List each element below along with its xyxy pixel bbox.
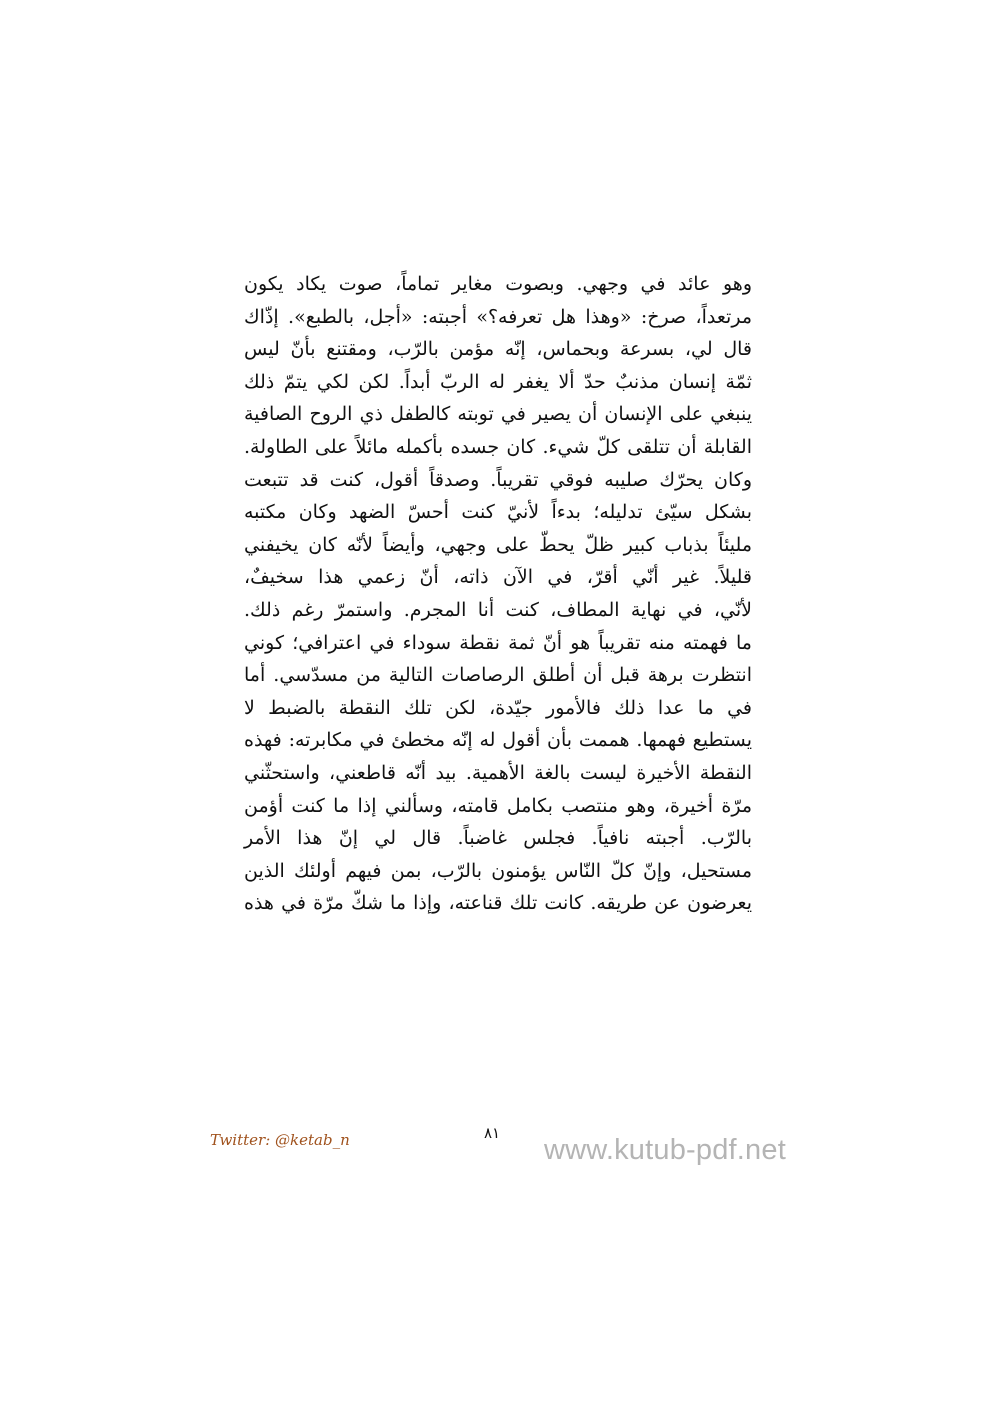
text-line: ثمّة إنسان مذنبٌ حدّ ألا يغفر له الربّ أبداً. لكن لكي يتمّ ذلك [244, 370, 752, 393]
text-line: وهو عائد في وجهي. وبصوت مغاير تماماً، صوت يكاد يكون [244, 273, 752, 295]
text-line: قال لي، بسرعة وبحماس، إنّه مؤمن بالرّب، ومقتنع بأنّ ليس [244, 338, 752, 361]
text-line: يعرضون عن طريقه. كانت تلك قناعته، وإذا ما شكّ مرّة في هذه [244, 892, 752, 915]
text-line: ينبغي على الإنسان أن يصير في توبته كالطفل ذي الروح الصافية [244, 403, 752, 426]
body-text [244, 268, 752, 920]
text-line: انتظرت برهة قبل أن أطلق الرصاصات التالية من مسدّسي. أما [244, 664, 752, 687]
text-line: ما فهمته منه تقريباً هو أنّ ثمة نقطة سوداء في اعترافي؛ كوني [244, 631, 752, 654]
text-line: مرّة أخيرة، وهو منتصب بكامل قامته، وسألني إذا ما كنت أؤمن [244, 794, 752, 817]
text-line: بالرّب. أجبته نافياً. فجلس غاضباً. قال لي إنّ هذا الأمر [244, 827, 752, 850]
text-line: لأنّي، في نهاية المطاف، كنت أنا المجرم. واستمرّ رغم ذلك. [244, 598, 752, 621]
text-line: مليئاً بذباب كبير ظلّ يحطّ على وجهي، وأيضاً لأنّه كان يخيفني [244, 533, 752, 556]
text-line: بشكل سيّئ تدليله؛ بدءاً لأنيّ كنت أحسّ الضهد وكان مكتبه [244, 501, 752, 524]
text-line: مرتعداً، صرخ: «وهذا هل تعرفه؟» أجبته: «أجل، بالطبع». إذّاك [244, 305, 752, 328]
text-line: في ما عدا ذلك فالأمور جيّدة، لكن تلك النقطة بالضبط لا [244, 696, 752, 719]
page-number: ٨١ [484, 1124, 501, 1142]
text-line: مستحيل، وإنّ كلّ النّاس يؤمنون بالرّب، بمن فيهم أولئك الذين [244, 859, 752, 882]
text-line: النقطة الأخيرة ليست بالغة الأهمية. بيد أنّه قاطعني، واستحثّني [244, 761, 752, 784]
text-line: القابلة أن تتلقى كلّ شيء. كان جسده بأكمله مائلاً على الطاولة. [244, 435, 752, 458]
twitter-handle: Twitter: @ketab_n [210, 1131, 350, 1149]
text-line: قليلاً. غير أنّي أقرّ، في الآن ذاته، أنّ زعمي هذا سخيفٌ، [244, 566, 752, 589]
text-line: وكان يحرّك صليبه فوقي تقريباً. وصدقاً أقول، كنت قد تتبعت [244, 468, 752, 491]
site-watermark: www.kutub-pdf.net [544, 1134, 786, 1166]
text-line: يستطيع فهمها. هممت بأن أقول له إنّه مخطئ في مكابرته: فهذه [244, 729, 752, 752]
